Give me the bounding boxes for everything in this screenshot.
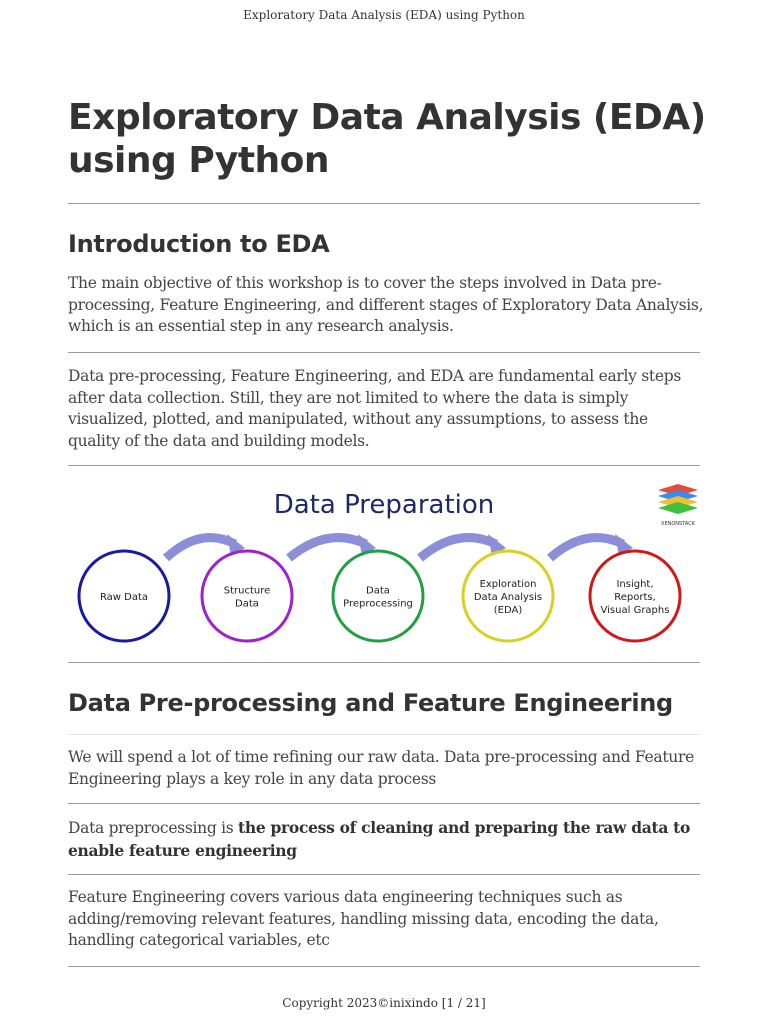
arrow-icon xyxy=(420,538,496,558)
arrow-icon xyxy=(550,538,623,558)
step-label: Data Analysis xyxy=(473,592,543,603)
step-5 xyxy=(590,551,680,641)
step-label: Reports, xyxy=(614,592,656,603)
page-footer: Copyright 2023©inixindo [1 / 21] xyxy=(282,996,486,1010)
divider xyxy=(68,874,700,875)
logo-text: XENONSTACK xyxy=(661,521,695,527)
arrow-icon xyxy=(289,538,366,558)
data-preparation-diagram xyxy=(68,472,700,652)
step-label: Structure xyxy=(223,585,271,597)
divider xyxy=(68,734,700,735)
step-label: (EDA) xyxy=(493,605,523,616)
step-label: Exploration xyxy=(479,579,537,590)
divider xyxy=(68,662,700,663)
step-4 xyxy=(463,551,553,641)
xenonstack-logo xyxy=(658,484,698,527)
step-2 xyxy=(202,551,292,641)
arrow-icon xyxy=(166,538,235,558)
step-label: Insight, xyxy=(616,579,654,590)
dpfe-paragraph-1: We will spend a lot of time refining our raw data. Data pre-processing and Feature Engineering plays a key role in any data process xyxy=(68,748,694,788)
step-label: Raw Data xyxy=(99,592,149,603)
step-1 xyxy=(79,551,169,641)
diagram-title: Data Preparation xyxy=(273,490,495,520)
step-label: Visual Graphs xyxy=(600,605,670,616)
p2-bold: the process of cleaning and preparing the raw data to enable feature engineering xyxy=(68,818,691,860)
intro-paragraph-2: Data pre-processing, Feature Engineering, and EDA are fundamental early steps after data collection. Still, they are not limited to where the data is simply visualized, plotted, and manipulated, without any assumptions, to assess the quality of the data and building models. xyxy=(68,367,681,450)
page-header: Exploratory Data Analysis (EDA) using Python xyxy=(243,8,525,22)
step-label: Data xyxy=(366,585,390,597)
step-3 xyxy=(333,551,423,641)
dpfe-paragraph-3: Feature Engineering covers various data engineering techniques such as adding/removing relevant features, handling missing data, encoding the data, handling categorical variables, etc xyxy=(68,888,659,949)
step-label: Data xyxy=(235,598,259,610)
divider xyxy=(68,203,700,204)
section-heading-dpfe: Data Pre-processing and Feature Engineering xyxy=(68,689,673,717)
divider xyxy=(68,465,700,466)
page-title: Exploratory Data Analysis (EDA) using Python xyxy=(68,97,706,181)
step-label: Preprocessing xyxy=(343,598,413,610)
divider xyxy=(68,803,700,804)
p2-prefix: Data preprocessing is xyxy=(68,819,239,837)
divider xyxy=(68,966,700,967)
divider xyxy=(68,352,700,353)
dpfe-paragraph-2 xyxy=(68,817,704,862)
intro-paragraph-1: The main objective of this workshop is to cover the steps involved in Data pre-processing, Feature Engineering, and different stages of Exploratory Data Analysis, which is an essential step in any research analysis. xyxy=(68,274,704,335)
section-heading-intro: Introduction to EDA xyxy=(68,230,330,258)
